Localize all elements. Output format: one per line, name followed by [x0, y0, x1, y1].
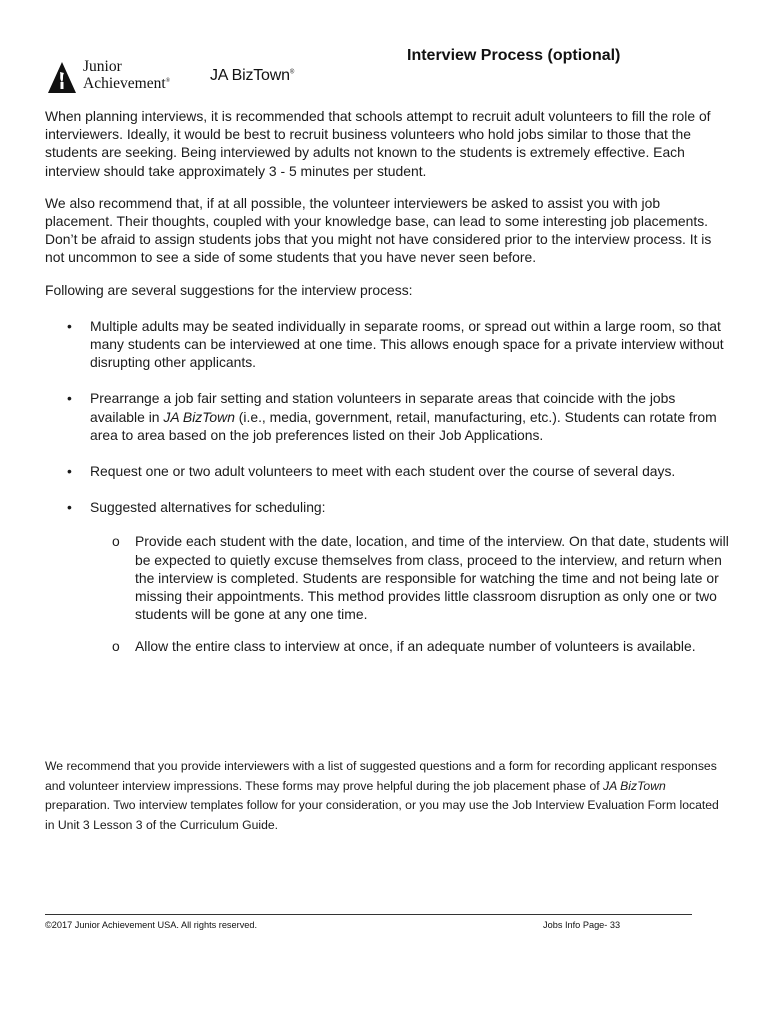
bullet-icon: •: [67, 317, 72, 334]
program-name-text: JA BizTown: [210, 67, 290, 84]
sub-bullet-text: Allow the entire class to interview at once, if an adequate number of volunteers is available.: [135, 638, 696, 655]
program-reference: JA BizTown: [163, 408, 235, 425]
list-item: [45, 389, 730, 444]
page-title: Interview Process (optional): [407, 47, 621, 64]
logo-text: [83, 59, 170, 91]
bullet-text: (i.e., media, government, retail, manufacturing, etc.). Students can rotate from area to area based on the job preferences listed on their Job Applications.: [90, 408, 717, 443]
list-item: [45, 462, 730, 480]
sub-list-item: [90, 637, 730, 655]
closing-paragraph: [45, 757, 730, 835]
scheduling-alternatives-list: [90, 532, 730, 655]
closing-text: preparation. Two interview templates follow for your consideration, or you may use the Job Interview Evaluation Form located in Unit 3 Lesson 3 of the Curriculum Guide.: [45, 798, 719, 832]
intro-paragraph: When planning interviews, it is recommended that schools attempt to recruit adult volunteers to fill the role of interviewers. Ideally, it would be best to recruit business volunteers who hold jobs similar to those that the students are seeking. Being interviewed by adults not known to the students is extremely effective. Each interview should take approximately 3 - 5 minutes per student.: [45, 108, 711, 179]
copyright-notice: ©2017 Junior Achievement USA. All rights reserved.: [45, 920, 258, 930]
sub-bullet-text: Provide each student with the date, location, and time of the interview. On that date, students will be expected to quietly excuse themselves from class, proceed to the interview, and return when the interview is completed. Students are responsible for watching the time and not being late or missing their appointments. This method provides little classroom disruption as only one or two students will be gone at any one time.: [135, 533, 729, 623]
circle-bullet-icon: o: [112, 638, 120, 655]
logo-trademark: ®: [165, 78, 171, 84]
recommendation-paragraph: We also recommend that, if at all possible, the volunteer interviewers be asked to assist you with job placement. Their thoughts, coupled with your knowledge base, can lead to some interesting job placements. Don’t be afraid to assign students jobs that you might not have considered prior to the interview process. It is not uncommon to see a side of some students that you have never seen before.: [45, 194, 712, 266]
program-reference: JA BizTown: [603, 778, 666, 793]
suggestions-list: [45, 317, 730, 656]
closing-text: We recommend that you provide interviewers with a list of suggested questions and a form for recording applicant responses and volunteer interview impressions. These forms may prove helpful during the job placement phase of: [45, 759, 717, 793]
page-number: Jobs Info Page- 33: [543, 920, 621, 930]
bullet-icon: •: [67, 499, 72, 516]
bullet-icon: •: [67, 463, 72, 480]
suggestions-lead: Following are several suggestions for the interview process:: [45, 281, 413, 298]
list-item: [45, 317, 730, 372]
sub-list-item: [90, 532, 730, 623]
program-registered-mark: ®: [289, 69, 295, 76]
bullet-text: Suggested alternatives for scheduling:: [90, 499, 326, 516]
circle-bullet-icon: o: [112, 533, 120, 550]
bullet-text: Request one or two adult volunteers to meet with each student over the course of several days.: [90, 463, 676, 480]
list-item: [45, 498, 730, 655]
document-body: [45, 107, 730, 674]
bullet-text: Multiple adults may be seated individually in separate rooms, or spread out within a large room, so that many students can be interviewed at one time. This allows enough space for a private interview without disrupting other applicants.: [90, 317, 724, 371]
junior-achievement-logo: [47, 57, 182, 97]
ja-torch-icon: [47, 60, 77, 94]
program-name: [210, 67, 294, 85]
bullet-text: Prearrange a job fair setting and station volunteers in separate areas that coincide with the jobs available in: [90, 390, 676, 425]
logo-line-junior: Junior: [83, 58, 122, 75]
logo-line-achievement: Achievement: [83, 75, 166, 93]
footer-divider: [45, 914, 692, 915]
bullet-icon: •: [67, 390, 72, 407]
